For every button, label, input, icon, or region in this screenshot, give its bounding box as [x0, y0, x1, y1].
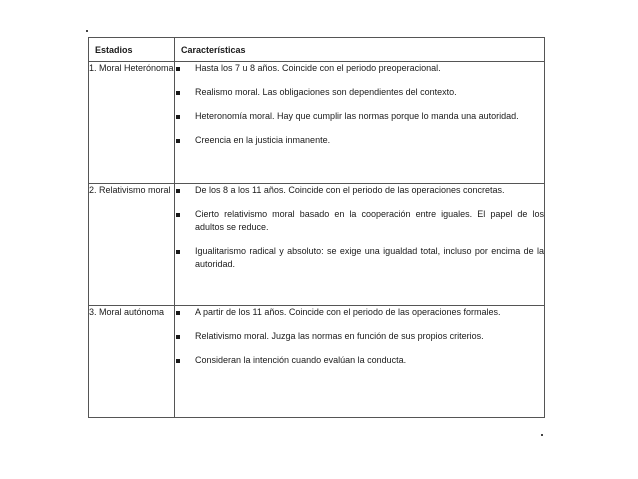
list-item	[175, 184, 544, 197]
list-item-text: Heteronomía moral. Hay que cumplir las normas porque lo manda una autoridad.	[195, 111, 519, 121]
list-item-text: Consideran la intención cuando evalúan la conducta.	[195, 355, 407, 365]
list-item	[175, 110, 544, 123]
bullet-icon	[176, 115, 180, 119]
bullet-icon	[176, 91, 180, 95]
list-item	[175, 134, 544, 147]
bullet-icon	[176, 359, 180, 363]
list-item	[175, 354, 544, 367]
bullet-icon	[176, 139, 180, 143]
table-header-row	[89, 38, 545, 62]
list-item	[175, 330, 544, 343]
corner-mark-top-left	[86, 30, 88, 32]
stage-cell: 3. Moral autónoma	[89, 306, 175, 418]
bullet-icon	[176, 189, 180, 193]
table-row	[89, 184, 545, 306]
list-item	[175, 208, 544, 234]
list-item-text: Creencia en la justicia inmanente.	[195, 135, 331, 145]
table-row	[89, 306, 545, 418]
characteristics-list	[175, 306, 544, 367]
bullet-icon	[176, 311, 180, 315]
header-estadios: Estadios	[89, 38, 175, 62]
stage-cell: 1. Moral Heterónoma	[89, 62, 175, 184]
list-item	[175, 62, 544, 75]
bullet-icon	[176, 67, 180, 71]
stage-cell: 2. Relativismo moral	[89, 184, 175, 306]
header-caracteristicas: Características	[175, 38, 545, 62]
bullet-icon	[176, 335, 180, 339]
list-item-text: Igualitarismo radical y absoluto: se exige una igualdad total, incluso por encima de la autoridad.	[195, 246, 544, 269]
list-item-text: Hasta los 7 u 8 años. Coincide con el periodo preoperacional.	[195, 63, 441, 73]
characteristics-list	[175, 184, 544, 271]
list-item	[175, 306, 544, 319]
characteristics-cell	[175, 306, 545, 418]
list-item	[175, 245, 544, 271]
characteristics-list	[175, 62, 544, 147]
characteristics-cell	[175, 184, 545, 306]
bullet-icon	[176, 250, 180, 254]
list-item-text: Relativismo moral. Juzga las normas en función de sus propios criterios.	[195, 331, 484, 341]
list-item-text: A partir de los 11 años. Coincide con el periodo de las operaciones formales.	[195, 307, 501, 317]
list-item	[175, 86, 544, 99]
document-page	[88, 37, 544, 418]
characteristics-cell	[175, 62, 545, 184]
bullet-icon	[176, 213, 180, 217]
list-item-text: Realismo moral. Las obligaciones son dependientes del contexto.	[195, 87, 457, 97]
corner-mark-bottom-right	[541, 434, 543, 436]
moral-stages-table	[88, 37, 545, 418]
list-item-text: De los 8 a los 11 años. Coincide con el periodo de las operaciones concretas.	[195, 185, 505, 195]
table-row	[89, 62, 545, 184]
list-item-text: Cierto relativismo moral basado en la cooperación entre iguales. El papel de los adultos se reduce.	[195, 209, 544, 232]
